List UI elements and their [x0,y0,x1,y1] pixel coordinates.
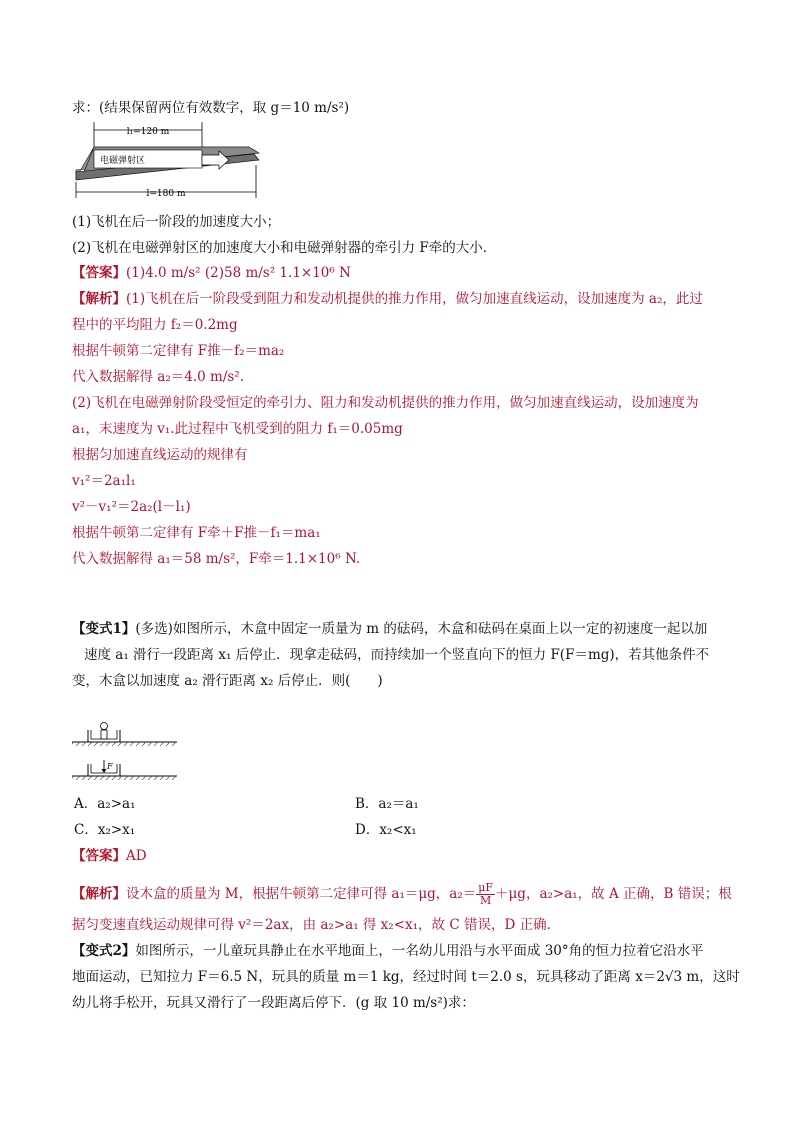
variant-2-text-1: 如图所示，一儿童玩具静止在水平地面上，一名幼儿用沿与水平面成 30°角的恒力拉着它沿水平 [135,943,704,959]
weight-icon [101,723,108,730]
analysis-line-1 [72,289,703,309]
box-figure [72,718,182,782]
answer-2-line [72,846,147,866]
analysis-line-7: 根据匀加速直线运动的规律有 [72,447,248,463]
variant-2-tag: 【变式2】 [72,943,136,959]
answer-2-text: AD [126,848,147,864]
force-label: F [107,762,113,771]
fraction-numerator: μF [478,881,494,894]
analysis-line-11: 代入数据解得 a₁＝58 m/s²，F牵＝1.1×10⁶ N. [72,551,361,567]
analysis-line-4: 代入数据解得 a₂＝4.0 m/s². [72,369,244,385]
question-2: (2)飞机在电磁弹射区的加速度大小和电磁弹射器的牵引力 F牵的大小． [72,240,497,256]
answer-tag: 【答案】 [72,265,126,281]
answer-2-tag: 【答案】 [72,848,126,864]
answer-text: (1)4.0 m/s² (2)58 m/s² 1.1×10⁶ N [126,265,351,281]
analysis-line-2: 程中的平均阻力 f₂＝0.2mg [72,317,238,333]
analysis-line-9: v²－v₁²＝2a₂(l－l₁) [72,499,191,515]
zone-label: 电磁弹射区 [100,156,146,166]
analysis-2-tag: 【解析】 [72,886,126,902]
variant-2-line-1 [72,941,704,961]
variant-1-line-3: 变，木盒以加速度 a₂ 滑行距离 x₂ 后停止．则( ) [72,673,383,689]
l-label: l=180 m [146,189,186,199]
variant-1-text-1: (多选)如图所示，木盒中固定一质量为 m 的砝码，木盒和砝码在桌面上以一定的初速度一起以加 [135,621,708,637]
analysis-line-8: v₁²＝2a₁l₁ [72,473,136,489]
analysis-text-1: (1)飞机在后一阶段受到阻力和发动机提供的推力作用，做匀加速直线运动，设加速度为 a₂，此过 [126,291,703,307]
force-arrow-icon [102,769,107,773]
runway-figure [74,120,264,200]
answer-line [72,263,351,283]
analysis-line-5: (2)飞机在电磁弹射阶段受恒定的牵引力、阻力和发动机提供的推力作用，做匀加速直线运动，设加速度为 [72,395,699,411]
analysis-2-text-2: ＋μg，a₂>a₁，故 A 正确，B 错误；根 [495,886,732,902]
l1-label: l₁=120 m [126,127,170,137]
problem-intro: 求：(结果保留两位有效数字，取 g＝10 m/s²) [72,100,350,116]
option-a: A．a₂>a₁ [74,796,136,812]
variant-1-line-2: 速度 a₁ 滑行一段距离 x₁ 后停止．现拿走砝码，而持续加一个竖直向下的恒力 F(F＝mg)，若其他条件不 [84,647,710,663]
analysis-line-6: a₁，末速度为 v₁.此过程中飞机受到的阻力 f₁＝0.05mg [72,421,403,437]
fraction-denominator: M [480,894,492,907]
option-d: D．x₂<x₁ [355,822,417,838]
analysis-2-text-1: 设木盒的质量为 M，根据牛顿第二定律可得 a₁＝μg，a₂＝ [126,886,477,902]
variant-1-tag: 【变式1】 [72,621,136,637]
analysis-2-line-2: 据匀变速直线运动规律可得 v²＝2ax，由 a₂>a₁ 得 x₂<x₁，故 C 错误，D 正确． [72,917,561,933]
variant-1-line-1 [72,619,707,639]
analysis-tag: 【解析】 [72,291,126,307]
variant-2-line-3: 幼儿将手松开，玩具又滑行了一段距离后停下．(g 取 10 m/s²)求： [72,995,475,1011]
analysis-line-3: 根据牛顿第二定律有 F推－f₂＝ma₂ [72,343,285,359]
analysis-line-10: 根据牛顿第二定律有 F牵＋F推－f₁＝ma₁ [72,525,321,541]
question-1: (1)飞机在后一阶段的加速度大小； [72,214,281,230]
option-b: B．a₂＝a₁ [355,796,419,812]
variant-2-line-2: 地面运动，已知拉力 F＝6.5 N，玩具的质量 m＝1 kg，经过时间 t＝2.0 s，玩具移动了距离 x＝2√3 m，这时 [72,969,740,985]
analysis-2-line-1 [72,882,732,907]
fraction [476,882,495,907]
option-c: C．x₂>x₁ [74,822,136,838]
